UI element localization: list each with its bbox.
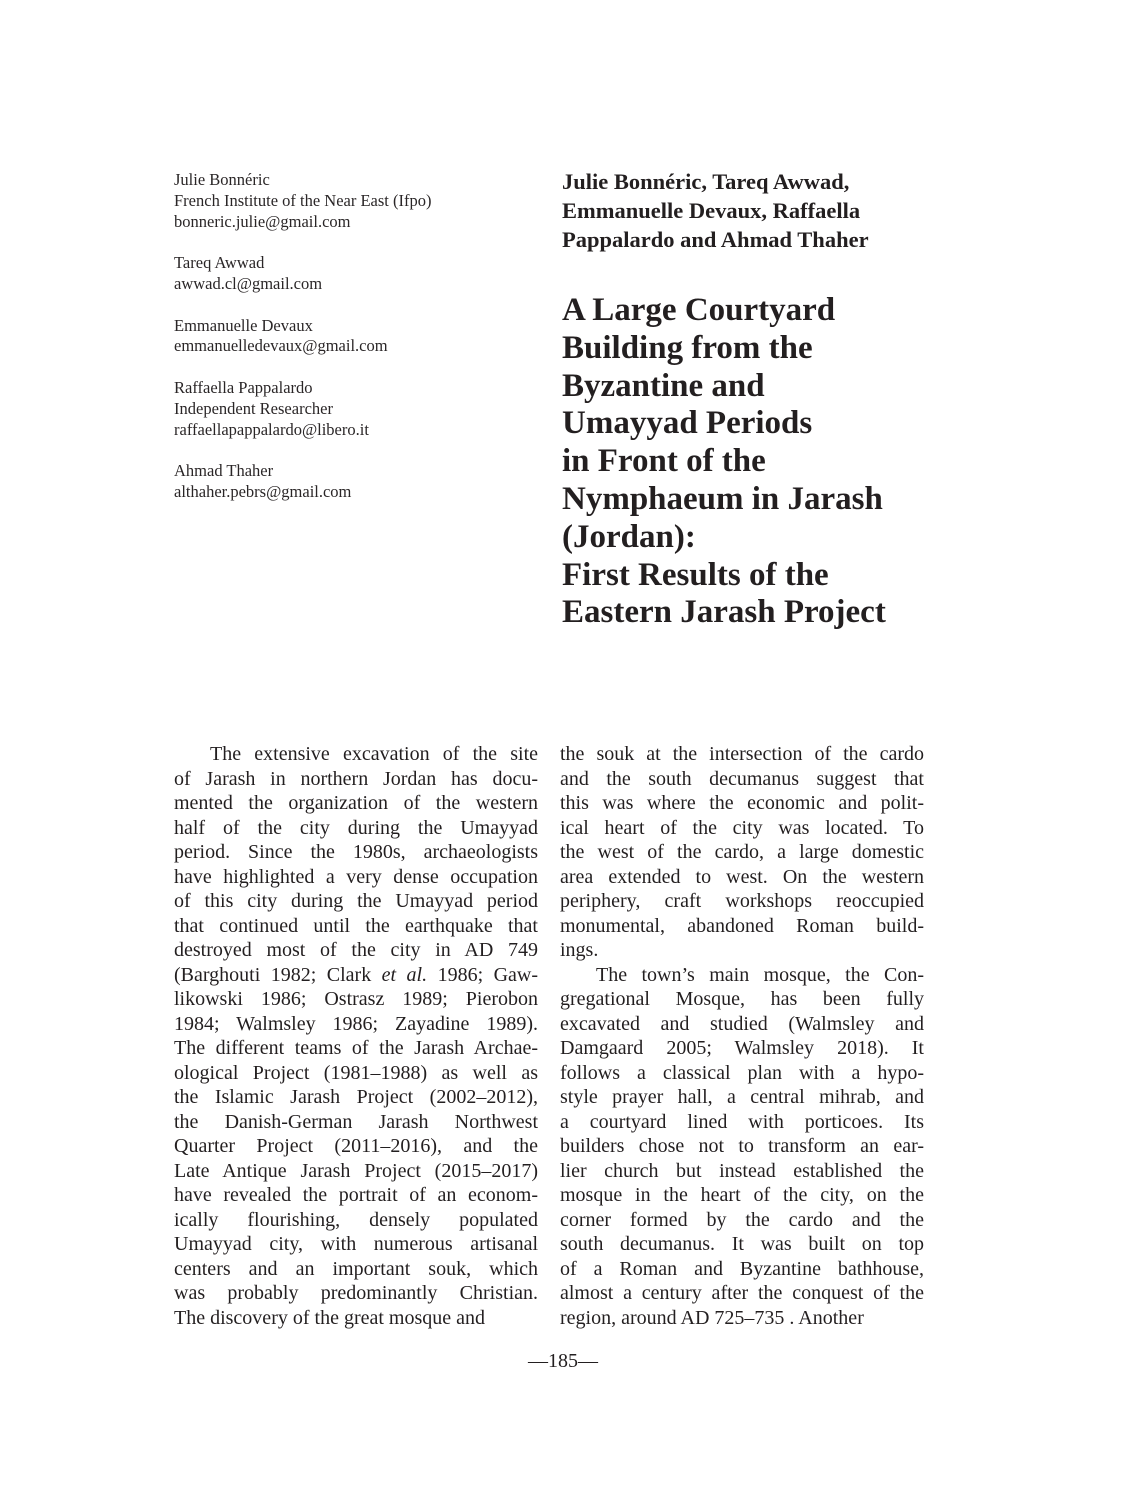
authors-heading-line: Pappalardo and Ahmad Thaher bbox=[562, 227, 869, 252]
title-line: First Results of the bbox=[562, 556, 829, 593]
authors-heading bbox=[562, 167, 942, 254]
body-text-line: period. Since the 1980s, archaeologists bbox=[174, 841, 538, 863]
body-text-line: Umayyad city, with numerous artisanal bbox=[174, 1233, 538, 1255]
body-text-line: centers and an important souk, which bbox=[174, 1257, 538, 1280]
body-text-line: the west of the cardo, a large domestic bbox=[560, 841, 924, 863]
title-line: Eastern Jarash Project bbox=[562, 594, 886, 631]
body-text-line: Late Antique Jarash Project (2015–2017) bbox=[174, 1159, 538, 1182]
affiliation-tareq-awwad bbox=[174, 253, 534, 295]
author-name: Emmanuelle Devaux bbox=[174, 315, 313, 335]
affiliation-julie-bonneric bbox=[174, 170, 534, 232]
author-name: Raffaella Pappalardo bbox=[174, 377, 313, 397]
author-institution: Independent Researcher bbox=[174, 398, 333, 418]
author-email: awwad.cl@gmail.com bbox=[174, 273, 323, 293]
body-text-line: mosque in the heart of the city, on the bbox=[560, 1184, 924, 1206]
body-text-line: gregational Mosque, has been fully bbox=[560, 988, 924, 1010]
body-text-line: lier church but instead established the bbox=[560, 1159, 924, 1182]
author-name: Ahmad Thaher bbox=[174, 461, 274, 481]
body-text-line: of this city during the Umayyad period bbox=[174, 890, 538, 912]
body-text-line: The extensive excavation of the site bbox=[210, 743, 538, 765]
author-email: raffaellapappalardo@libero.it bbox=[174, 419, 369, 439]
body-text-line: and the south decumanus suggest that bbox=[560, 767, 924, 790]
body-text-line: south decumanus. It was built on top bbox=[560, 1233, 924, 1255]
author-email: bonneric.julie@gmail.com bbox=[174, 211, 351, 231]
body-text-line: half of the city during the Umayyad bbox=[174, 816, 538, 839]
body-column-left bbox=[174, 742, 538, 1330]
author-institution: French Institute of the Near East (Ifpo) bbox=[174, 190, 432, 210]
body-text-line: corner formed by the cardo and the bbox=[560, 1208, 924, 1231]
affiliation-raffaella-pappalardo bbox=[174, 378, 534, 440]
title-line: Nymphaeum in Jarash bbox=[562, 480, 883, 517]
body-text-line: almost a century after the conquest of the bbox=[560, 1282, 924, 1304]
body-text-line: the souk at the intersection of the cardo bbox=[560, 743, 924, 765]
authors-heading-line: Emmanuelle Devaux, Raffaella bbox=[562, 198, 861, 223]
body-text-line: a courtyard lined with porticoes. Its bbox=[560, 1110, 924, 1133]
body-column-right bbox=[560, 742, 924, 1330]
article-title bbox=[562, 292, 962, 632]
affiliation-emmanuelle-devaux bbox=[174, 316, 534, 358]
body-text-line: builders chose not to transform an ear- bbox=[560, 1135, 924, 1157]
body-text-line: have revealed the portrait of an econom- bbox=[174, 1184, 538, 1206]
body-text-line: that continued until the earthquake that bbox=[174, 914, 538, 937]
body-text-line: was probably predominantly Christian. bbox=[174, 1282, 538, 1304]
body-text-line: of a Roman and Byzantine bathhouse, bbox=[560, 1257, 924, 1280]
body-text-line: have highlighted a very dense occupation bbox=[174, 865, 538, 888]
body-text-line: region, around AD 725–735 . Another bbox=[560, 1306, 864, 1329]
body-text-line: area extended to west. On the western bbox=[560, 865, 924, 888]
body-text-line: this was where the economic and polit- bbox=[560, 792, 924, 814]
body-text-line: Quarter Project (2011–2016), and the bbox=[174, 1135, 538, 1157]
body-text-line: the Danish-German Jarash Northwest bbox=[174, 1110, 538, 1133]
title-line: (Jordan): bbox=[562, 518, 696, 555]
body-text-line: ical heart of the city was located. To bbox=[560, 816, 924, 839]
body-text-line: monumental, abandoned Roman build- bbox=[560, 914, 924, 937]
author-name: Tareq Awwad bbox=[174, 253, 265, 273]
body-text-line: ically flourishing, densely populated bbox=[174, 1208, 538, 1231]
body-text-line: mented the organization of the western bbox=[174, 792, 538, 814]
body-text-line: ological Project (1981–1988) as well as bbox=[174, 1061, 538, 1084]
author-affiliations bbox=[174, 170, 534, 524]
body-text-line: of Jarash in northern Jordan has docu- bbox=[174, 767, 538, 790]
body-text-line: The different teams of the Jarash Archae- bbox=[174, 1037, 538, 1059]
body-text-line: excavated and studied (Walmsley and bbox=[560, 1012, 924, 1035]
body-text-line: likowski 1986; Ostrasz 1989; Pierobon bbox=[174, 988, 538, 1010]
body-text-line: Damgaard 2005; Walmsley 2018). It bbox=[560, 1037, 924, 1059]
body-text-line: ings. bbox=[560, 939, 599, 961]
page-number: —185— bbox=[528, 1350, 598, 1372]
authors-heading-line: Julie Bonnéric, Tareq Awwad, bbox=[562, 169, 850, 194]
body-text-line: follows a classical plan with a hypo- bbox=[560, 1061, 924, 1084]
title-line: Umayyad Periods bbox=[562, 405, 813, 442]
title-line: Byzantine and bbox=[562, 367, 765, 404]
body-text-line: periphery, craft workshops reoccupied bbox=[560, 890, 924, 912]
body-text-line: 1984; Walmsley 1986; Zayadine 1989). bbox=[174, 1012, 538, 1035]
author-email: althaher.pebrs@gmail.com bbox=[174, 481, 352, 501]
body-text-line: (Barghouti 1982; Clark et al. 1986; Gaw- bbox=[174, 963, 539, 986]
body-text-line: destroyed most of the city in AD 749 bbox=[174, 939, 538, 961]
body-text-line: the Islamic Jarash Project (2002–2012), bbox=[174, 1086, 538, 1108]
author-email: emmanuelledevaux@gmail.com bbox=[174, 336, 388, 356]
title-line: in Front of the bbox=[562, 443, 766, 480]
body-text-line: The discovery of the great mosque and bbox=[174, 1306, 486, 1329]
body-text-line: The town’s main mosque, the Con- bbox=[596, 963, 924, 986]
title-line: A Large Courtyard bbox=[562, 292, 836, 328]
body-text-line: style prayer hall, a central mihrab, and bbox=[560, 1086, 924, 1108]
author-name: Julie Bonnéric bbox=[174, 170, 270, 189]
affiliation-ahmad-thaher bbox=[174, 461, 534, 503]
title-line: Building from the bbox=[562, 329, 813, 366]
